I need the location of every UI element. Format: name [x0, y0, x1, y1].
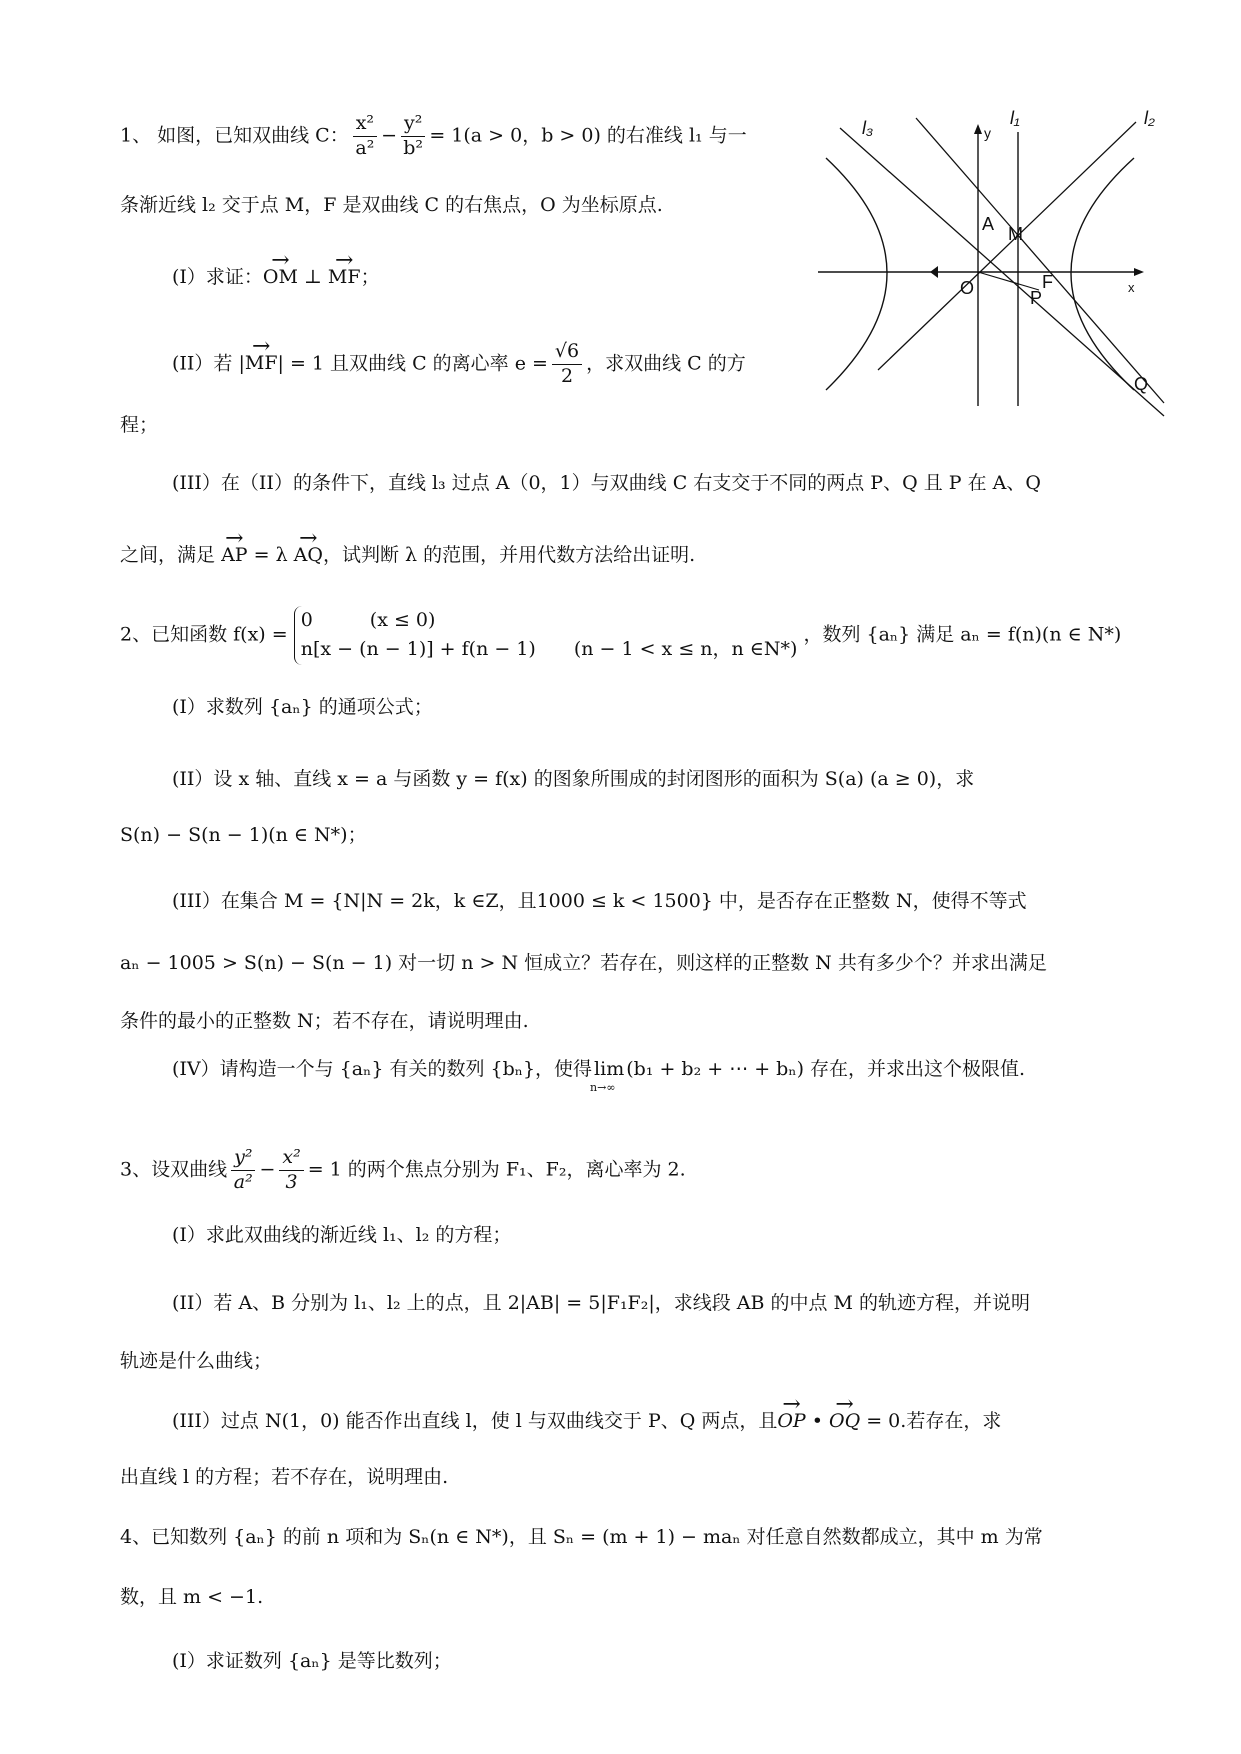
vector-om: → OM [263, 268, 298, 287]
p2-part-ii: (II）设 x 轴、直线 x = a 与函数 y = f(x) 的图象所围成的封闭图形的面积为 S(a) (a ≥ 0)，求 [172, 768, 975, 790]
line-l2 [878, 122, 1136, 370]
case-1: 0 (x ≤ 0) [300, 609, 436, 631]
label-p: P [1030, 288, 1043, 308]
p2-part-iii: (III）在集合 M = {N|N = 2k，k ∈Z，且1000 ≤ k < 1500} 中，是否存在正整数 N，使得不等式 [172, 890, 1027, 912]
p4-line1: 4、已知数列 {aₙ} 的前 n 项和为 Sₙ(n ∈ N*)，且 Sₙ = (m + 1) − maₙ 对任意自然数都成立，其中 m 为常 [120, 1526, 1043, 1548]
p2-part-iv: (IV）请构造一个与 {aₙ} 有关的数列 {bₙ}，使得 lim n→∞ (b₁ + b₂ + ⋯ + bₙ) 存在，并求出这个极限值. [172, 1058, 1026, 1094]
fraction-x2-3: $\frac{\text{x²}}{3}$ [279, 1146, 303, 1195]
label-x: x [1128, 280, 1135, 295]
p2-part-ii-cont: S(n) − S(n − 1)(n ∈ N*)； [120, 824, 367, 846]
p4-line2: 数，且 m < −1. [120, 1586, 264, 1608]
p1-line1: 1、 如图，已知双曲线 C： $\frac{\text{x²}}{\text{a²}}$ − $\frac{\text{y²}}{\text{b²}}$ = 1(a > 0，b > 0) 的右准线 l₁ 与一 [120, 112, 747, 159]
label-a: A [982, 214, 995, 234]
label-l3: l₃ [862, 118, 874, 138]
label-m: M [1008, 224, 1023, 244]
p3-line1: 3、设双曲线 $\frac{\text{y²}}{\text{a²}}$ − $\frac{\text{x²}}{3}$ = 1 的两个焦点分别为 F₁、F₂，离心率为 2. [120, 1146, 686, 1193]
fraction-y2-a2: $\frac{\text{y²}}{\text{a²}}$ [231, 1146, 255, 1195]
y-axis-arrow [974, 124, 982, 134]
line-l3 [916, 118, 1164, 403]
right-branch [1071, 158, 1134, 390]
hyperbola-figure [818, 108, 1170, 430]
p1-part-ii-cont: 程； [120, 414, 159, 436]
fraction-x2-a2: $\frac{\text{x²}}{\text{a²}}$ [353, 112, 377, 161]
vector-aq: → AQ [294, 546, 323, 565]
label-q: Q [1134, 374, 1149, 394]
p3-part-iii: (III）过点 N(1，0) 能否作出直线 l，使 l 与双曲线交于 P、Q 两点，且→ OP • → OQ = 0.若存在，求 [172, 1412, 1001, 1431]
p3-part-ii: (II）若 A、B 分别为 l₁、l₂ 上的点，且 2|AB| = 5|F₁F₂|，求线段 AB 的中点 M 的轨迹方程，并说明 [172, 1292, 1031, 1314]
label-f: F [1042, 272, 1053, 292]
p4-part-i: (I）求证数列 {aₙ} 是等比数列； [172, 1650, 452, 1672]
p1-part-ii: (II）若 |→ MF| = 1 且双曲线 C 的离心率 e = $\frac{√6}{2}$ ，求双曲线 C 的方 [172, 340, 746, 389]
p1-intro-rest: = 1(a > 0，b > 0) 的右准线 l₁ 与一 [429, 124, 747, 147]
p3-part-ii-cont: 轨迹是什么曲线； [120, 1350, 273, 1372]
p1-line2: 条渐近线 l₂ 交于点 M，F 是双曲线 C 的右焦点，O 为坐标原点. [120, 194, 663, 216]
p2-part-iii-cont: aₙ − 1005 > S(n) − S(n − 1) 对一切 n > N 恒成立？若存在，则这样的正整数 N 共有多少个？并求出满足 [120, 952, 1047, 974]
p1-part-iii: (III）在（II）的条件下，直线 l₃ 过点 A（0，1）与双曲线 C 右支交于不同的两点 P、Q 且 P 在 A、Q [172, 472, 1041, 494]
vector-op: → OP [777, 1412, 805, 1431]
x-axis-arrow [1134, 268, 1144, 276]
p1-intro: 1、 如图，已知双曲线 C： [120, 124, 349, 147]
p3-part-i: (I）求此双曲线的渐近线 l₁、l₂ 的方程； [172, 1224, 512, 1246]
p2-part-iii-cont2: 条件的最小的正整数 N；若不存在，请说明理由. [120, 1010, 529, 1032]
p1-part-iii-cont: 之间，满足 → AP = λ → AQ，试判断 λ 的范围，并用代数方法给出证明. [120, 546, 695, 565]
fraction-y2-b2: $\frac{\text{y²}}{\text{b²}}$ [401, 112, 425, 161]
vector-ap: → AP [221, 546, 248, 565]
p2-part-i: (I）求数列 {aₙ} 的通项公式； [172, 696, 433, 718]
left-branch [826, 158, 887, 390]
fraction-sqrt6-2: $\frac{√6}{2}$ [552, 340, 582, 389]
label-o: O [960, 278, 975, 298]
vector-oq: → OQ [829, 1412, 860, 1431]
p3-part-iii-cont: 出直线 l 的方程；若不存在，说明理由. [120, 1466, 449, 1488]
p1-part-i: (I）求证：→ OM ⊥ → MF； [172, 268, 380, 287]
vector-mf-abs: → MF [245, 354, 278, 373]
p2-line1: 2、已知函数 f(x) = 0 (x ≤ 0) n[x − (n − 1)] + f(n − 1) (n − 1 < x ≤ n，n ∈N*) ，数列 {aₙ} 满足 aₙ = f(n)(n ∈ N*) [120, 606, 1121, 665]
label-l2: l₂ [1144, 108, 1155, 128]
label-y: y [984, 125, 991, 141]
vertex-marker [930, 266, 938, 278]
label-l1: l₁ [1010, 108, 1020, 128]
vector-mf: → MF [328, 268, 361, 287]
limit-notation: lim n→∞ [590, 1058, 625, 1094]
piecewise-brace [294, 606, 798, 665]
case-2: n[x − (n − 1)] + f(n − 1) (n − 1 < x ≤ n，n ∈N*) [300, 638, 798, 661]
